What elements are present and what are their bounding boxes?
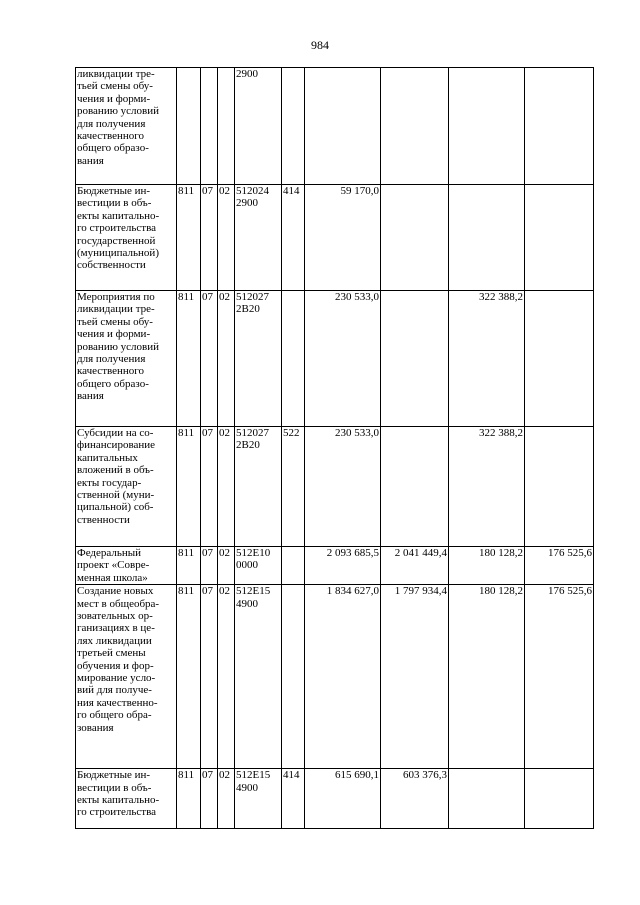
cell-name: Мероприятия по ликвидации тре- тьей смены обу- чения и форми- рованию условий для получения качественного общего образо- вания	[76, 291, 177, 427]
cell-name: ликвидации тре- тьей смены обу- чения и форми- рованию условий для получения качественного общего образо- вания	[76, 68, 177, 185]
cell-ved: 811	[177, 547, 201, 585]
cell-name: Бюджетные ин- вестиции в объ- екты капитально- го строительства	[76, 769, 177, 829]
cell-rz: 07	[201, 769, 218, 829]
cell-ved	[177, 68, 201, 185]
cell-sum-4: 176 525,6	[525, 585, 594, 769]
cell-name: Федеральный проект «Совре- менная школа»	[76, 547, 177, 585]
cell-rz: 07	[201, 547, 218, 585]
cell-vr: 414	[282, 185, 305, 291]
page-number: 984	[311, 38, 329, 52]
cell-rz: 07	[201, 291, 218, 427]
cell-sum-2: 2 041 449,4	[381, 547, 449, 585]
cell-csr: 2900	[235, 68, 282, 185]
cell-rz: 07	[201, 185, 218, 291]
cell-rz: 07	[201, 427, 218, 547]
cell-vr	[282, 547, 305, 585]
cell-csr: 512E10 0000	[235, 547, 282, 585]
budget-table	[75, 67, 594, 829]
cell-sum-4	[525, 291, 594, 427]
cell-sum-4	[525, 427, 594, 547]
table-body	[76, 68, 594, 829]
table-row	[76, 68, 594, 185]
cell-ved: 811	[177, 427, 201, 547]
cell-pr	[218, 68, 235, 185]
cell-pr: 02	[218, 185, 235, 291]
cell-sum-2: 603 376,3	[381, 769, 449, 829]
cell-sum-2	[381, 185, 449, 291]
cell-ved: 811	[177, 585, 201, 769]
cell-sum-3	[449, 68, 525, 185]
cell-sum-3	[449, 769, 525, 829]
cell-sum-2	[381, 291, 449, 427]
cell-name: Субсидии на со- финансирование капитальных вложений в объ- екты государ- ственной (муни- ципальной) соб- ственности	[76, 427, 177, 547]
cell-csr: 512027 2В20	[235, 427, 282, 547]
table-row	[76, 427, 594, 547]
cell-sum-2	[381, 68, 449, 185]
cell-csr: 512E15 4900	[235, 585, 282, 769]
cell-sum-1: 2 093 685,5	[305, 547, 381, 585]
cell-sum-1: 230 533,0	[305, 427, 381, 547]
cell-sum-2	[381, 427, 449, 547]
cell-vr	[282, 291, 305, 427]
table-row	[76, 769, 594, 829]
cell-sum-4	[525, 185, 594, 291]
cell-csr: 512024 2900	[235, 185, 282, 291]
cell-sum-1: 1 834 627,0	[305, 585, 381, 769]
cell-sum-3: 180 128,2	[449, 585, 525, 769]
cell-pr: 02	[218, 291, 235, 427]
cell-sum-4	[525, 68, 594, 185]
cell-sum-1	[305, 68, 381, 185]
cell-vr	[282, 585, 305, 769]
cell-vr	[282, 68, 305, 185]
cell-sum-3: 180 128,2	[449, 547, 525, 585]
cell-csr: 512E15 4900	[235, 769, 282, 829]
cell-sum-2: 1 797 934,4	[381, 585, 449, 769]
cell-sum-3: 322 388,2	[449, 291, 525, 427]
cell-ved: 811	[177, 769, 201, 829]
cell-pr: 02	[218, 547, 235, 585]
cell-pr: 02	[218, 769, 235, 829]
cell-vr: 414	[282, 769, 305, 829]
cell-sum-1: 59 170,0	[305, 185, 381, 291]
cell-sum-4	[525, 769, 594, 829]
cell-pr: 02	[218, 585, 235, 769]
cell-sum-1: 230 533,0	[305, 291, 381, 427]
cell-vr: 522	[282, 427, 305, 547]
table-row	[76, 185, 594, 291]
cell-ved: 811	[177, 291, 201, 427]
cell-sum-3: 322 388,2	[449, 427, 525, 547]
cell-sum-3	[449, 185, 525, 291]
table-row	[76, 547, 594, 585]
cell-rz	[201, 68, 218, 185]
cell-sum-1: 615 690,1	[305, 769, 381, 829]
table-row	[76, 291, 594, 427]
cell-rz: 07	[201, 585, 218, 769]
cell-sum-4: 176 525,6	[525, 547, 594, 585]
table-row	[76, 585, 594, 769]
cell-name: Бюджетные ин- вестиции в объ- екты капитально- го строительства государственной (муниципальной) собственности	[76, 185, 177, 291]
cell-name: Создание новых мест в общеобра- зовательных ор- ганизациях в це- лях ликвидации третьей смены обучения и фор- мирование усло- вий для получе- ния качественно- го общего обра- зования	[76, 585, 177, 769]
cell-pr: 02	[218, 427, 235, 547]
cell-csr: 512027 2В20	[235, 291, 282, 427]
cell-ved: 811	[177, 185, 201, 291]
